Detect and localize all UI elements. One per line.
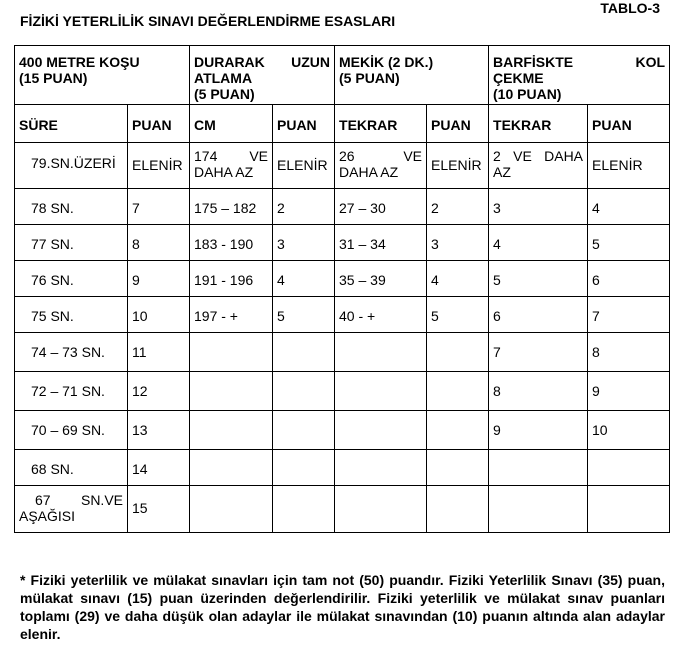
table-cell: 8 — [588, 333, 670, 372]
table-cell: 5 — [588, 225, 670, 261]
table-cell: 4 — [489, 225, 588, 261]
table-cell: 5 — [427, 297, 489, 333]
table-row — [15, 486, 670, 533]
table-cell — [190, 143, 273, 189]
table-cell: 15 — [128, 486, 190, 533]
table-cell — [190, 333, 273, 372]
table-cell: 79.SN.ÜZERİ — [15, 143, 128, 189]
table-row — [15, 297, 670, 333]
cell-word: 67 — [35, 492, 51, 508]
table-cell: 10 — [588, 411, 670, 450]
table-cell — [273, 372, 335, 411]
table-cell — [190, 486, 273, 533]
table-cell: 9 — [489, 411, 588, 450]
table-cell: 68 SN. — [15, 450, 128, 486]
subheader-cell: PUAN — [273, 105, 335, 143]
table-cell: 191 - 196 — [190, 261, 273, 297]
table-cell — [335, 333, 427, 372]
table-row — [15, 261, 670, 297]
header-long-jump — [190, 46, 335, 105]
header-situp — [335, 46, 489, 105]
table-cell — [588, 486, 670, 533]
table-cell: ELENİR — [128, 143, 190, 189]
subheader-cell: SÜRE — [15, 105, 128, 143]
table-cell: 183 - 190 — [190, 225, 273, 261]
header-400m — [15, 46, 190, 105]
header-long-jump-points: (5 PUAN) — [194, 86, 255, 102]
cell-line — [19, 492, 123, 508]
table-cell — [15, 486, 128, 533]
table-cell — [427, 372, 489, 411]
table-cell: 3 — [427, 225, 489, 261]
table-cell — [190, 450, 273, 486]
table-cell — [335, 450, 427, 486]
header-long-jump-word1: DURARAK — [194, 54, 265, 70]
table-cell: 2 — [273, 189, 335, 225]
table-cell: 4 — [427, 261, 489, 297]
header-pullup-word1: BARFİSKTE — [493, 54, 574, 70]
cell-line — [194, 148, 268, 164]
header-400m-title: 400 METRE KOŞU — [19, 54, 140, 70]
table-cell: 74 – 73 SN. — [15, 333, 128, 372]
table-cell — [489, 486, 588, 533]
table-cell — [190, 411, 273, 450]
table-cell — [489, 450, 588, 486]
table-cell: 6 — [489, 297, 588, 333]
subheader-cell: TEKRAR — [489, 105, 588, 143]
table-cell: 7 — [128, 189, 190, 225]
cell-word: SN.VE — [80, 492, 123, 508]
cell-word: 26 — [339, 148, 355, 164]
table-cell: ELENİR — [273, 143, 335, 189]
footnote: * Fiziki yeterlilik ve mülakat sınavları için tam not (50) puandır. Fiziki Yeterlilik Sınavı (35) puan, mülakat sınavı (15) puan üzerinden değerlendirilir. Fiziki yeterlilik ve mülakat sınav puanları toplamı (29) ve daha düşük olan adaylar ile mülakat sınavından (10) puanın altında alan adaylar elenir. — [20, 572, 665, 642]
table-cell — [427, 333, 489, 372]
table-cell: 27 – 30 — [335, 189, 427, 225]
table-number: TABLO-3 — [600, 0, 660, 16]
header-pullup-points: (10 PUAN) — [493, 86, 562, 102]
table-cell: 14 — [128, 450, 190, 486]
table-cell: 35 – 39 — [335, 261, 427, 297]
table-cell — [427, 411, 489, 450]
table-row — [15, 411, 670, 450]
header-pullup-line2: ÇEKME — [493, 70, 544, 86]
table-cell — [489, 143, 588, 189]
table-cell: ELENİR — [427, 143, 489, 189]
table-cell: 4 — [273, 261, 335, 297]
table-row — [15, 189, 670, 225]
table-cell: ELENİR — [588, 143, 670, 189]
table-cell — [335, 143, 427, 189]
table-cell: 7 — [588, 297, 670, 333]
table-cell: 5 — [273, 297, 335, 333]
header-row — [15, 46, 670, 105]
table-cell — [427, 486, 489, 533]
table-cell: 4 — [588, 189, 670, 225]
table-cell: 9 — [588, 372, 670, 411]
subheader-cell: PUAN — [427, 105, 489, 143]
header-pullup — [489, 46, 670, 105]
table-cell: 8 — [128, 225, 190, 261]
page-title: FİZİKİ YETERLİLİK SINAVI DEĞERLENDİRME ESASLARI — [20, 13, 396, 29]
table-cell: 77 SN. — [15, 225, 128, 261]
table-cell: 11 — [128, 333, 190, 372]
table-row — [15, 450, 670, 486]
table-cell: 197 - + — [190, 297, 273, 333]
table-cell — [335, 486, 427, 533]
table-cell: 31 – 34 — [335, 225, 427, 261]
subheader-cell: TEKRAR — [335, 105, 427, 143]
table-cell: 2 — [427, 189, 489, 225]
table-cell: 76 SN. — [15, 261, 128, 297]
evaluation-table — [14, 45, 670, 533]
cell-line: DAHA AZ — [339, 164, 399, 180]
table-cell: 12 — [128, 372, 190, 411]
table-cell: 13 — [128, 411, 190, 450]
table-cell: 78 SN. — [15, 189, 128, 225]
subheader-cell: CM — [190, 105, 273, 143]
table-cell — [273, 486, 335, 533]
subheader-row — [15, 105, 670, 143]
cell-line: 2 VE DAHA — [493, 148, 584, 164]
table-cell — [335, 372, 427, 411]
header-pullup-word2: KOL — [635, 54, 666, 70]
table-cell: 72 – 71 SN. — [15, 372, 128, 411]
table-cell: 175 – 182 — [190, 189, 273, 225]
table-row — [15, 143, 670, 189]
table-cell — [273, 450, 335, 486]
table-cell: 6 — [588, 261, 670, 297]
header-long-jump-word2: UZUN — [291, 54, 331, 70]
table-cell: 3 — [489, 189, 588, 225]
header-400m-points: (15 PUAN) — [19, 70, 88, 86]
cell-line: DAHA AZ — [194, 164, 254, 180]
table-cell: 10 — [128, 297, 190, 333]
table-cell: 9 — [128, 261, 190, 297]
table-cell — [588, 450, 670, 486]
cell-word: VE — [249, 148, 268, 164]
table-row — [15, 372, 670, 411]
table-cell — [427, 450, 489, 486]
header-situp-title: MEKİK (2 DK.) — [339, 54, 434, 70]
table-cell: 5 — [489, 261, 588, 297]
subheader-cell: PUAN — [588, 105, 670, 143]
cell-word: 174 — [194, 148, 218, 164]
header-pullup-line1 — [493, 54, 665, 70]
subheader-cell: PUAN — [128, 105, 190, 143]
table-cell: 7 — [489, 333, 588, 372]
header-long-jump-line1 — [194, 54, 330, 70]
table-cell — [273, 411, 335, 450]
table-cell: 75 SN. — [15, 297, 128, 333]
table-cell — [335, 411, 427, 450]
table-cell: 40 - + — [335, 297, 427, 333]
header-situp-points: (5 PUAN) — [339, 70, 400, 86]
cell-line: AŞAĞISI — [19, 508, 76, 524]
table-cell — [190, 372, 273, 411]
table-cell: 8 — [489, 372, 588, 411]
cell-line: AZ — [493, 164, 511, 180]
header-long-jump-line2: ATLAMA — [194, 70, 253, 86]
table-cell — [273, 333, 335, 372]
table-row — [15, 333, 670, 372]
table-row — [15, 225, 670, 261]
table-cell: 70 – 69 SN. — [15, 411, 128, 450]
table-cell: 3 — [273, 225, 335, 261]
cell-word: VE — [403, 148, 423, 164]
cell-line — [339, 148, 422, 164]
